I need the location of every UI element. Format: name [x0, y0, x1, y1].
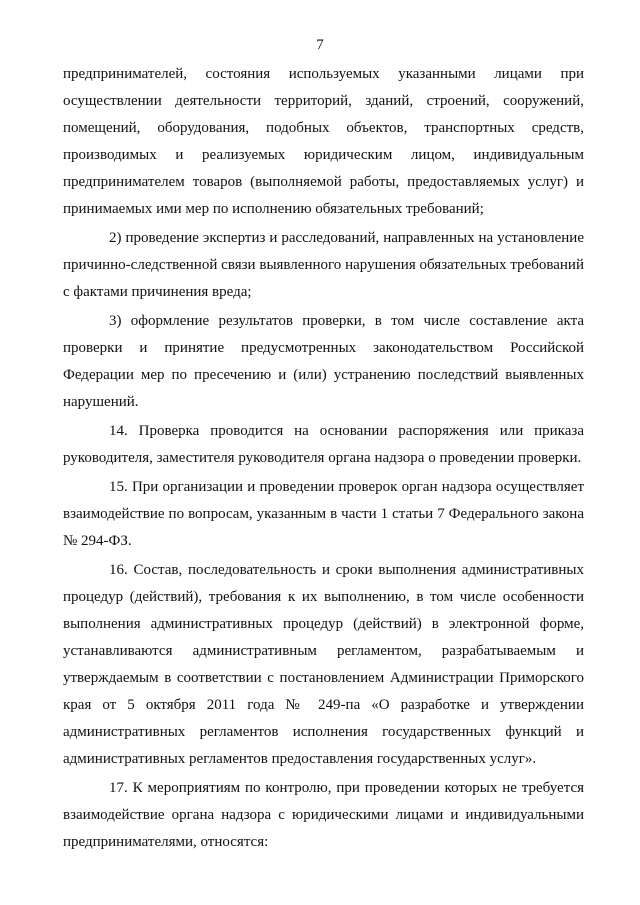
paragraph-16: 16. Состав, последовательность и сроки выполнения административных процедур (действий), требования к их выполнению, в том числе особенности выполнения административных процедур (действий) в электронной форме, устанавливаются административным регламентом, разрабатываемым и утверждаемым в соответствии с постановлением Администрации Приморского края от 5 октября 2011 года № 249-па «О разработке и утверждении административных регламентов исполнения государственных функций и административных регламентов предоставления государственных услуг».: [63, 562, 584, 767]
paragraph-15: 15. При организации и проведении проверок орган надзора осуществляет взаимодействие по вопросам, указанным в части 1 статьи 7 Федерального закона № 294-ФЗ.: [63, 479, 584, 549]
paragraph-14: 14. Проверка проводится на основании распоряжения или приказа руководителя, заместителя руководителя органа надзора о проведении проверки.: [63, 423, 584, 466]
paragraph-item-2: 2) проведение экспертиз и расследований, направленных на установление причинно-следственной связи выявленного нарушения обязательных требований с фактами причинения вреда;: [63, 230, 584, 300]
paragraph-item-3: 3) оформление результатов проверки, в том числе составление акта проверки и принятие предусмотренных законодательством Российской Федерации мер по пресечению и (или) устранению последствий выявленных нарушений.: [63, 313, 584, 410]
paragraph-continuation: предпринимателей, состояния используемых указанными лицами при осуществлении деятельности территорий, зданий, строений, сооружений, помещений, оборудования, подобных объектов, транспортных средств, производимых и реализуемых юридическим лицом, индивидуальным предпринимателем товаров (выполняемой работы, предоставляемых услуг) и принимаемых ими мер по исполнению обязательных требований;: [63, 66, 584, 217]
paragraph-17: 17. К мероприятиям по контролю, при проведении которых не требуется взаимодействие органа надзора с юридическими лицами и индивидуальными предпринимателями, относятся:: [63, 780, 584, 850]
document-body: [63, 61, 584, 856]
page-number: 7: [316, 37, 324, 53]
